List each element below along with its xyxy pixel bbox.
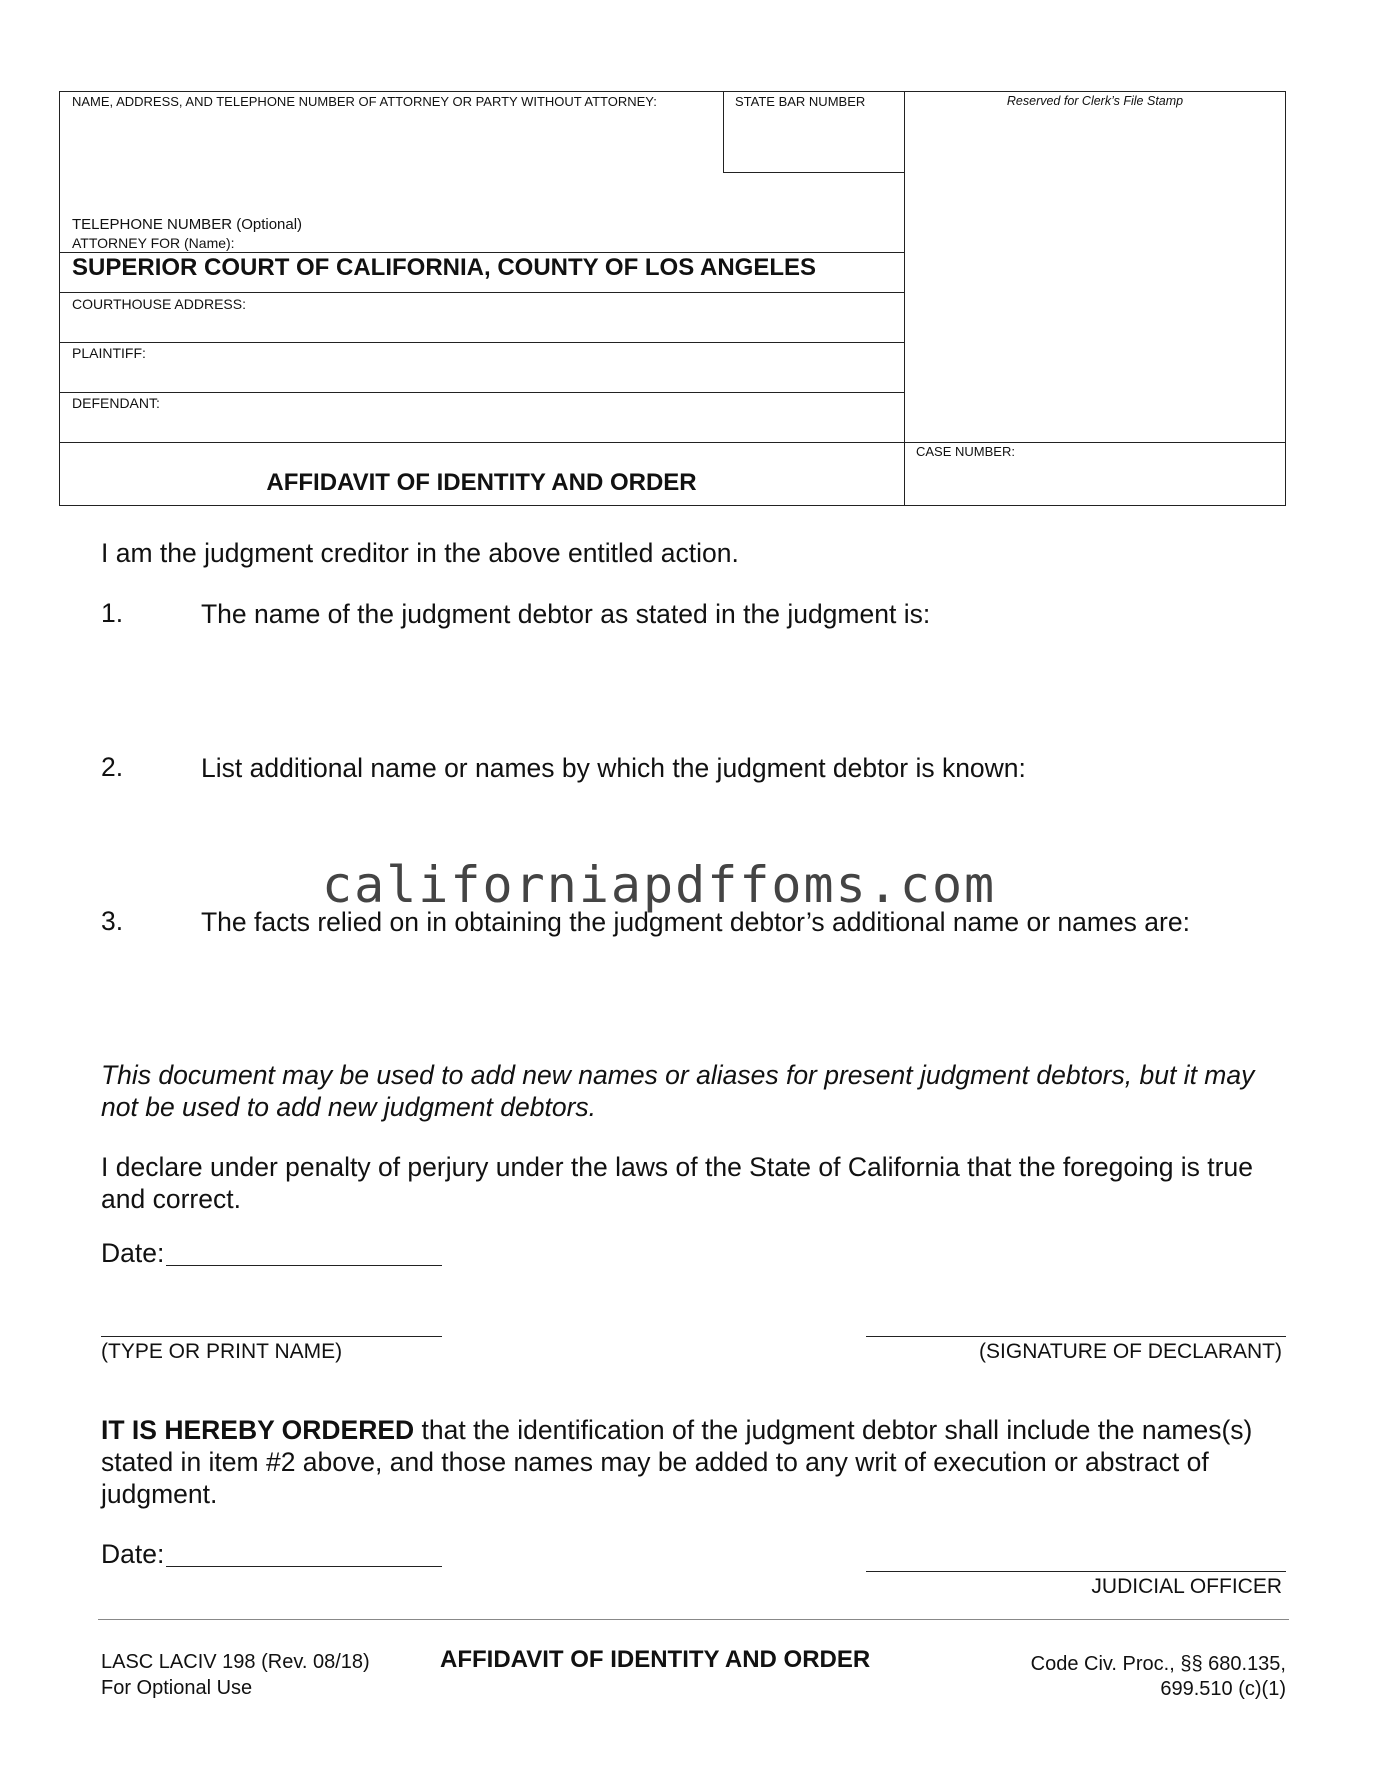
- footer-code-line1: Code Civ. Proc., §§ 680.135,: [1030, 1653, 1286, 1675]
- date-line[interactable]: [166, 1265, 442, 1266]
- footer-form-id: LASC LACIV 198 (Rev. 08/18): [101, 1651, 370, 1673]
- print-name-label: (TYPE OR PRINT NAME): [101, 1340, 343, 1363]
- watermark: californiapdffoms.com: [322, 856, 997, 914]
- state-bar-divider: [723, 91, 724, 173]
- print-name-line[interactable]: [101, 1336, 442, 1337]
- court-name: SUPERIOR COURT OF CALIFORNIA, COUNTY OF LOS ANGELES: [72, 254, 817, 281]
- state-bar-bottom: [723, 172, 904, 173]
- judicial-officer-line[interactable]: [866, 1571, 1286, 1572]
- courthouse-address-label: COURTHOUSE ADDRESS:: [72, 296, 246, 312]
- attorney-label: NAME, ADDRESS, AND TELEPHONE NUMBER OF ATTORNEY OR PARTY WITHOUT ATTORNEY:: [72, 94, 657, 109]
- footer-optional-use: For Optional Use: [101, 1677, 253, 1699]
- judicial-officer-label: JUDICIAL OFFICER: [1091, 1575, 1282, 1598]
- item-3-number: 3.: [101, 906, 124, 936]
- item-2-number: 2.: [101, 752, 124, 782]
- footer-code-line2: 699.510 (c)(1): [1160, 1678, 1286, 1700]
- item-1-text: The name of the judgment debtor as stated in the judgment is:: [201, 599, 931, 629]
- form-title: AFFIDAVIT OF IDENTITY AND ORDER: [266, 469, 697, 496]
- state-bar-label: STATE BAR NUMBER: [735, 94, 866, 109]
- plaintiff-line-bottom: [59, 392, 904, 393]
- court-line-top: [59, 252, 904, 253]
- defendant-label: DEFENDANT:: [72, 395, 160, 411]
- plaintiff-label: PLAINTIFF:: [72, 345, 146, 361]
- declaration-text: I declare under penalty of perjury under the laws of the State of California that the foregoing is true and correct.: [101, 1152, 1253, 1214]
- order-bold: IT IS HEREBY ORDERED: [101, 1415, 415, 1445]
- intro-text: I am the judgment creditor in the above entitled action.: [101, 538, 739, 568]
- order-date-line[interactable]: [166, 1566, 442, 1567]
- order-date-label: Date:: [101, 1539, 165, 1569]
- order-text: that the identification of the judgment debtor shall include the names(s) stated in item #2 above, and those names may be added to any writ of execution or abstract of judgment.: [101, 1415, 1253, 1509]
- attorney-for-label: ATTORNEY FOR (Name):: [72, 235, 235, 251]
- footer-rule: [98, 1619, 1289, 1620]
- caption-divider-vertical: [904, 91, 905, 506]
- signature-line[interactable]: [866, 1336, 1286, 1337]
- case-number-label: CASE NUMBER:: [916, 444, 1015, 459]
- note-text: This document may be used to add new names or aliases for present judgment debtors, but it may not be used to add new judgment debtors.: [101, 1060, 1255, 1122]
- defendant-line-bottom: [59, 442, 1286, 443]
- telephone-label: TELEPHONE NUMBER (Optional): [72, 216, 303, 233]
- courthouse-line-bottom: [59, 342, 904, 343]
- footer-title: AFFIDAVIT OF IDENTITY AND ORDER: [440, 1646, 871, 1673]
- order-paragraph: [101, 1414, 1291, 1510]
- item-1-number: 1.: [101, 598, 124, 628]
- court-line-bottom: [59, 292, 904, 293]
- signature-label: (SIGNATURE OF DECLARANT): [979, 1340, 1282, 1363]
- clerk-stamp-label: Reserved for Clerk’s File Stamp: [1006, 94, 1184, 108]
- item-2-text: List additional name or names by which the judgment debtor is known:: [201, 753, 1026, 783]
- date-label: Date:: [101, 1238, 165, 1268]
- item-3-text: The facts relied on in obtaining the judgment debtor’s additional name or names are:: [201, 907, 1190, 937]
